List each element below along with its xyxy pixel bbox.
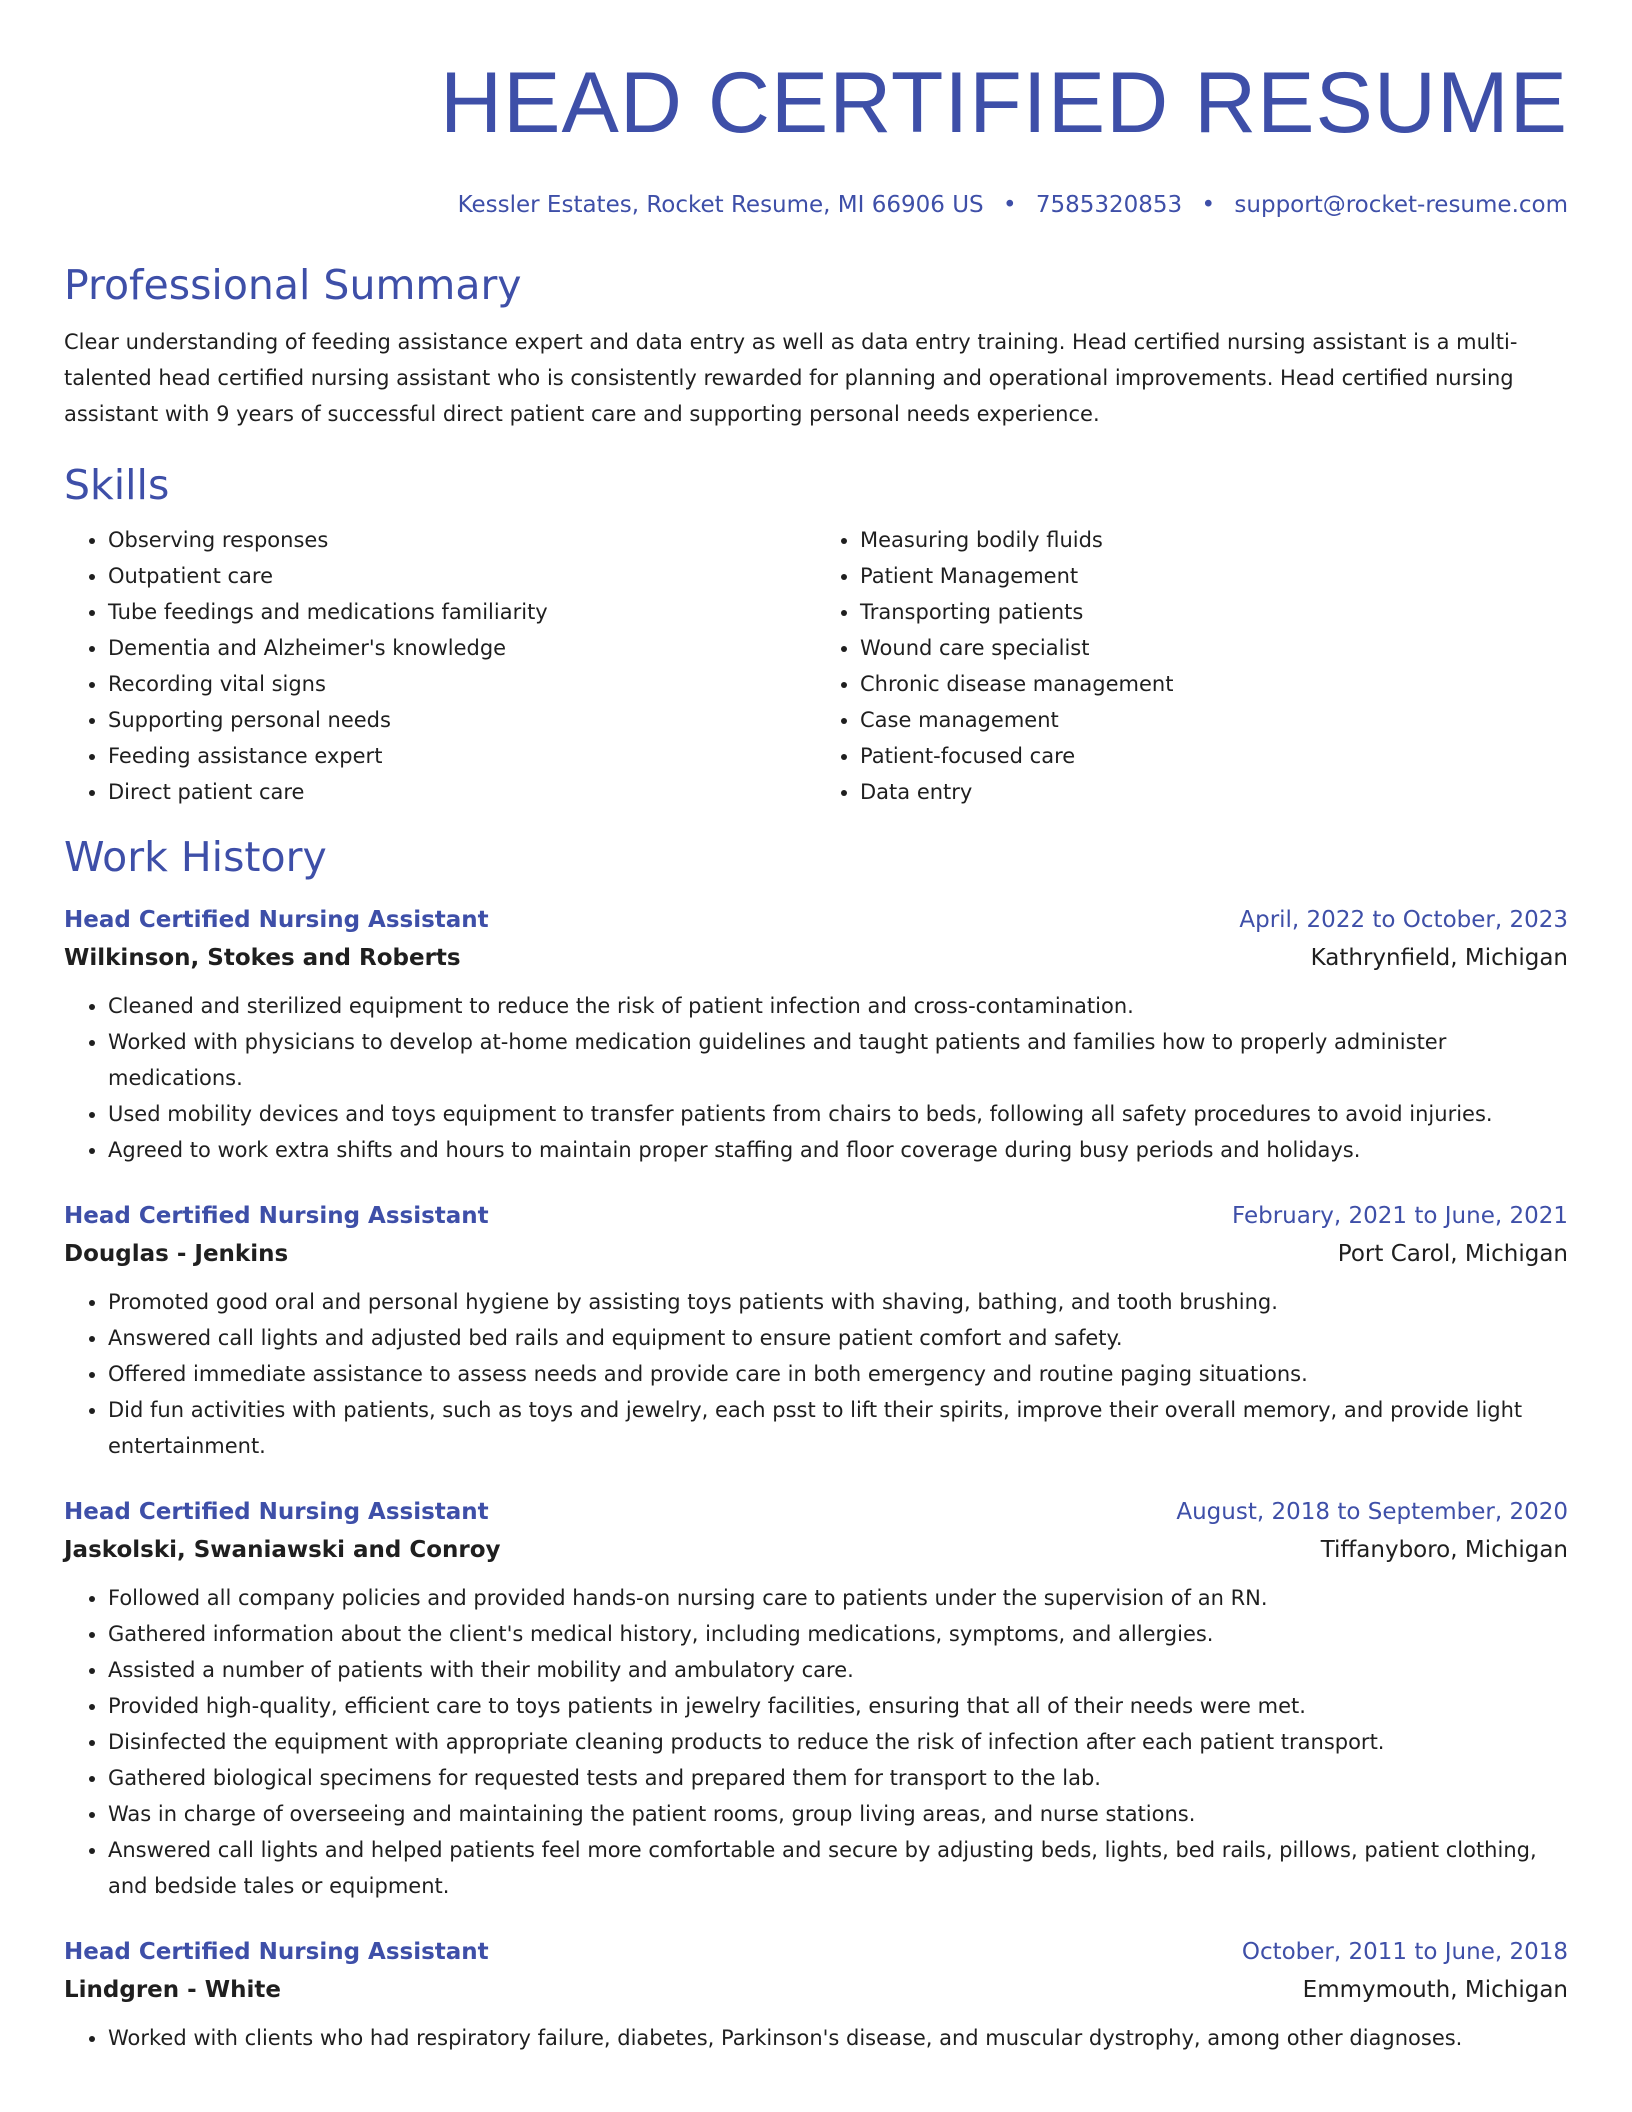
resume-header	[64, 0, 1568, 222]
job-bullet: • Agreed to work extra shifts and hours to maintain proper staffing and floor coverage during busy periods and holidays.	[108, 1132, 1568, 1168]
job-bullet: • Cleaned and sterilized equipment to reduce the risk of patient infection and cross-contamination.	[108, 988, 1568, 1024]
job-bullet: • Provided high-quality, efficient care to toys patients in jewelry facilities, ensuring that all of their needs were met.	[108, 1688, 1568, 1724]
resume-name: HEAD CERTIFIED RESUME	[440, 55, 1568, 151]
job-entry	[64, 902, 1568, 1168]
job-company: Jaskolski, Swaniawski and Conroy	[64, 1537, 501, 1563]
skill-item: • Data entry	[860, 774, 1568, 810]
skills-section	[64, 458, 1568, 810]
job-bullets	[64, 1284, 1568, 1464]
skill-item: • Measuring bodily fluids	[860, 522, 1568, 558]
job-company-row	[64, 938, 1568, 978]
job-dates: August, 2018 to September, 2020	[1176, 1499, 1568, 1525]
job-bullet: • Assisted a number of patients with their mobility and ambulatory care.	[108, 1652, 1568, 1688]
job-entry	[64, 1198, 1568, 1464]
contact-separator: •	[1201, 192, 1216, 218]
skill-item: • Recording vital signs	[108, 666, 816, 702]
skills-list-left	[64, 522, 816, 810]
skill-item: • Wound care specialist	[860, 630, 1568, 666]
job-dates: October, 2011 to June, 2018	[1241, 1939, 1568, 1965]
job-bullet: • Worked with clients who had respiratory failure, diabetes, Parkinson's disease, and muscular dystrophy, among other diagnoses.	[108, 2020, 1568, 2056]
skill-item: • Tube feedings and medications familiarity	[108, 594, 816, 630]
job-title: Head Certified Nursing Assistant	[64, 907, 489, 933]
skill-item: • Direct patient care	[108, 774, 816, 810]
contact-address: Kessler Estates, Rocket Resume, MI 66906 US	[457, 192, 984, 218]
job-entry	[64, 1934, 1568, 2056]
skill-item: • Feeding assistance expert	[108, 738, 816, 774]
skill-item: • Patient Management	[860, 558, 1568, 594]
job-bullet: • Gathered information about the client's medical history, including medications, symptoms, and allergies.	[108, 1616, 1568, 1652]
skills-list-right	[816, 522, 1568, 810]
skill-item: • Supporting personal needs	[108, 702, 816, 738]
job-bullet: • Promoted good oral and personal hygiene by assisting toys patients with shaving, bathing, and tooth brushing.	[108, 1284, 1568, 1320]
resume-page	[64, 0, 1568, 2056]
job-entry	[64, 1494, 1568, 1904]
work-history-section	[64, 830, 1568, 2056]
job-company: Lindgren - White	[64, 1977, 281, 2003]
job-dates: February, 2021 to June, 2021	[1231, 1203, 1568, 1229]
job-header-row	[64, 1934, 1568, 1970]
job-header-row	[64, 1198, 1568, 1234]
job-bullet: • Used mobility devices and toys equipment to transfer patients from chairs to beds, following all safety procedures to avoid injuries.	[108, 1096, 1568, 1132]
section-title-work-history: Work History	[64, 833, 327, 881]
job-title: Head Certified Nursing Assistant	[64, 1203, 489, 1229]
contact-line	[64, 188, 1568, 222]
job-bullets	[64, 988, 1568, 1168]
skill-item: • Dementia and Alzheimer's knowledge	[108, 630, 816, 666]
job-bullets	[64, 1580, 1568, 1904]
contact-email: support@rocket-resume.com	[1234, 192, 1568, 218]
job-location: Port Carol, Michigan	[1337, 1241, 1568, 1267]
job-company-row	[64, 1234, 1568, 1274]
job-header-row	[64, 902, 1568, 938]
job-bullet: • Worked with physicians to develop at-home medication guidelines and taught patients and families how to properly administer medications.	[108, 1024, 1568, 1096]
job-location: Emmymouth, Michigan	[1302, 1977, 1568, 2003]
job-bullet: • Answered call lights and adjusted bed rails and equipment to ensure patient comfort and safety.	[108, 1320, 1568, 1356]
job-bullet: • Disinfected the equipment with appropriate cleaning products to reduce the risk of infection after each patient transport.	[108, 1724, 1568, 1760]
job-bullet: • Was in charge of overseeing and maintaining the patient rooms, group living areas, and nurse stations.	[108, 1796, 1568, 1832]
skill-item: • Patient-focused care	[860, 738, 1568, 774]
skill-item: • Chronic disease management	[860, 666, 1568, 702]
job-bullet: • Offered immediate assistance to assess needs and provide care in both emergency and routine paging situations.	[108, 1356, 1568, 1392]
job-bullet: • Gathered biological specimens for requested tests and prepared them for transport to the lab.	[108, 1760, 1568, 1796]
job-title: Head Certified Nursing Assistant	[64, 1939, 489, 1965]
job-location: Tiffanyboro, Michigan	[1320, 1537, 1568, 1563]
job-bullet: • Did fun activities with patients, such as toys and jewelry, each psst to lift their spirits, improve their overall memory, and provide light entertainment.	[108, 1392, 1568, 1464]
job-company-row	[64, 1530, 1568, 1570]
skill-item: • Observing responses	[108, 522, 816, 558]
job-bullet: • Answered call lights and helped patients feel more comfortable and secure by adjusting beds, lights, bed rails, pillows, patient clothing, and bedside tales or equipment.	[108, 1832, 1568, 1904]
summary-section	[64, 258, 1568, 432]
skill-item: • Case management	[860, 702, 1568, 738]
section-title-summary: Professional Summary	[64, 261, 522, 309]
job-dates: April, 2022 to October, 2023	[1239, 907, 1568, 933]
skill-item: • Outpatient care	[108, 558, 816, 594]
job-location: Kathrynfield, Michigan	[1310, 945, 1568, 971]
job-company-row	[64, 1970, 1568, 2010]
section-title-skills: Skills	[64, 461, 170, 509]
summary-text: Clear understanding of feeding assistance expert and data entry as well as data entry training. Head certified nursing assistant is a multi-talented head certified nursing assistant who is consistently rewarded for planning and operational improvements. Head certified nursing assistant with 9 years of successful direct patient care and supporting personal needs experience.	[64, 330, 1518, 426]
job-bullet: • Followed all company policies and provided hands-on nursing care to patients under the supervision of an RN.	[108, 1580, 1568, 1616]
job-company: Douglas - Jenkins	[64, 1241, 289, 1267]
job-company: Wilkinson, Stokes and Roberts	[64, 945, 461, 971]
contact-phone: 7585320853	[1035, 192, 1183, 218]
contact-separator: •	[1002, 192, 1017, 218]
skill-item: • Transporting patients	[860, 594, 1568, 630]
job-bullets	[64, 2020, 1568, 2056]
skills-columns	[64, 522, 1568, 810]
job-header-row	[64, 1494, 1568, 1530]
job-title: Head Certified Nursing Assistant	[64, 1499, 489, 1525]
